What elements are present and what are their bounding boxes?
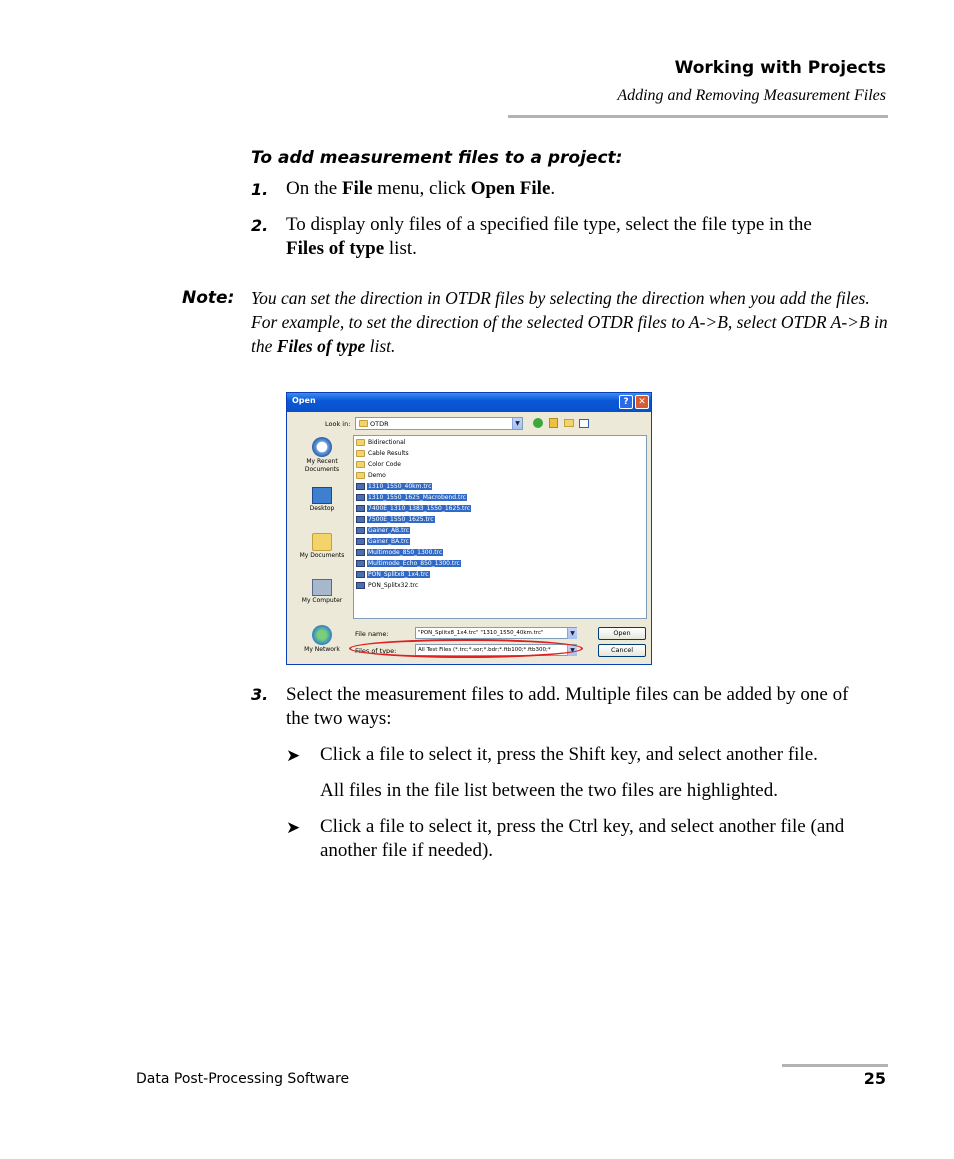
bullet-arrow-icon: ➤ bbox=[286, 746, 301, 765]
dialog-titlebar bbox=[287, 393, 651, 412]
dialog-title: Open bbox=[292, 396, 316, 405]
trace-file-icon bbox=[356, 538, 365, 545]
files-of-type-label: Files of type: bbox=[355, 647, 397, 655]
place-label: My Computer bbox=[301, 597, 343, 604]
list-item-selected[interactable]: PON_Splitx8_1x4.trc bbox=[356, 570, 430, 580]
open-dialog bbox=[286, 392, 652, 665]
file-list[interactable] bbox=[353, 435, 647, 619]
list-item-selected[interactable]: Gainer_AB.trc bbox=[356, 526, 410, 536]
step-1-number: 1. bbox=[251, 180, 269, 199]
place-my-computer[interactable] bbox=[291, 579, 353, 605]
files-of-type-select[interactable]: All Test Files (*.trc;*.sor;*.bdr;*.ftb100;*.ftb300;* bbox=[415, 644, 577, 656]
help-button[interactable]: ? bbox=[619, 395, 633, 409]
trace-file-icon bbox=[356, 516, 365, 523]
trace-file-icon bbox=[356, 571, 365, 578]
recent-documents-icon bbox=[312, 437, 332, 457]
trace-file-icon bbox=[356, 560, 365, 567]
file-name-input[interactable]: "PON_Splitx8_1x4.trc" "1310_1550_40km.trc" bbox=[415, 627, 577, 639]
step-1-text: On the File menu, click Open File. bbox=[286, 178, 556, 199]
list-item[interactable]: Bidirectional bbox=[356, 438, 406, 448]
step-3-number: 3. bbox=[251, 685, 269, 704]
back-icon[interactable] bbox=[533, 418, 543, 428]
note-text: You can set the direction in OTDR files by selecting the direction when you add the files. For example, to set the direction of the selected OTDR files to A->B, select OTDR A->B in the Files of type list. bbox=[251, 288, 888, 356]
look-in-value: OTDR bbox=[370, 420, 389, 428]
running-header-subtitle: Adding and Removing Measurement Files bbox=[617, 87, 886, 104]
place-my-network[interactable] bbox=[291, 625, 353, 654]
folder-icon bbox=[356, 439, 365, 446]
bullet-1-text: Click a file to select it, press the Shift key, and select another file. bbox=[320, 744, 818, 765]
list-item-selected[interactable]: 1310_1550_1625_Macrobend.trc bbox=[356, 493, 467, 503]
cancel-button[interactable]: Cancel bbox=[598, 644, 646, 657]
bullet-arrow-icon: ➤ bbox=[286, 818, 301, 837]
place-label: My Documents bbox=[299, 552, 345, 559]
folder-icon bbox=[359, 420, 368, 427]
my-computer-icon bbox=[312, 579, 332, 596]
place-label: Desktop bbox=[309, 505, 335, 512]
files-of-type-highlight bbox=[349, 639, 583, 658]
list-item[interactable]: Color Code bbox=[356, 460, 402, 470]
places-bar bbox=[291, 435, 353, 660]
place-recent[interactable] bbox=[291, 437, 353, 474]
trace-file-icon bbox=[356, 582, 365, 589]
step-3-text: Select the measurement files to add. Multiple files can be added by one of the two ways: bbox=[286, 684, 849, 729]
list-item-selected[interactable]: Gainer_BA.trc bbox=[356, 537, 410, 547]
footer-product-name: Data Post-Processing Software bbox=[136, 1071, 350, 1087]
step-2-number: 2. bbox=[251, 216, 269, 235]
list-item-selected[interactable]: 7400E_1310_1383_1550_1625.trc bbox=[356, 504, 471, 514]
close-button[interactable]: ✕ bbox=[635, 395, 649, 409]
list-item[interactable]: Cable Results bbox=[356, 449, 410, 459]
step-2-text: To display only files of a specified file type, select the file type in the Files of type list. bbox=[286, 214, 812, 259]
page-number: 25 bbox=[863, 1069, 886, 1088]
place-label: My Network bbox=[304, 646, 340, 653]
chevron-down-icon[interactable]: ▼ bbox=[512, 418, 522, 429]
procedure-title: To add measurement files to a project: bbox=[251, 148, 623, 168]
folder-icon bbox=[356, 461, 365, 468]
views-menu-icon[interactable] bbox=[579, 419, 589, 428]
place-my-documents[interactable] bbox=[291, 533, 353, 560]
header-rule bbox=[508, 115, 888, 118]
note-label: Note: bbox=[182, 288, 235, 308]
list-item-selected[interactable]: 7500E_1550_1625.trc bbox=[356, 515, 435, 525]
folder-icon bbox=[356, 450, 365, 457]
bullet-2-text: Click a file to select it, press the Ctrl key, and select another file (and another file if needed). bbox=[320, 816, 845, 861]
look-in-label: Look in: bbox=[325, 420, 351, 428]
chevron-down-icon[interactable]: ▼ bbox=[567, 645, 577, 656]
my-documents-icon bbox=[312, 533, 332, 551]
file-name-label: File name: bbox=[355, 630, 389, 638]
desktop-icon bbox=[312, 487, 332, 504]
list-item[interactable]: Demo bbox=[356, 471, 387, 481]
list-item[interactable]: PON_Splitx32.trc bbox=[356, 581, 419, 591]
list-item-selected[interactable]: 1310_1550_40km.trc bbox=[356, 482, 432, 492]
chevron-down-icon[interactable]: ▼ bbox=[567, 628, 577, 639]
new-folder-icon[interactable] bbox=[564, 419, 574, 427]
my-network-icon bbox=[312, 625, 332, 645]
list-item-selected[interactable]: Multimode_850_1300.trc bbox=[356, 548, 443, 558]
list-item-selected[interactable]: Multimode_Echo_850_1300.trc bbox=[356, 559, 461, 569]
bullet-1-followup: All files in the file list between the two files are highlighted. bbox=[320, 780, 778, 801]
up-folder-icon[interactable] bbox=[549, 418, 558, 428]
trace-file-icon bbox=[356, 549, 365, 556]
trace-file-icon bbox=[356, 527, 365, 534]
trace-file-icon bbox=[356, 505, 365, 512]
open-button[interactable]: Open bbox=[598, 627, 646, 640]
place-label: My Recent Documents bbox=[304, 458, 340, 473]
trace-file-icon bbox=[356, 494, 365, 501]
trace-file-icon bbox=[356, 483, 365, 490]
running-header-title: Working with Projects bbox=[674, 58, 886, 78]
folder-icon bbox=[356, 472, 365, 479]
place-desktop[interactable] bbox=[291, 487, 353, 513]
footer-rule bbox=[782, 1064, 888, 1067]
look-in-combo[interactable] bbox=[355, 417, 523, 430]
